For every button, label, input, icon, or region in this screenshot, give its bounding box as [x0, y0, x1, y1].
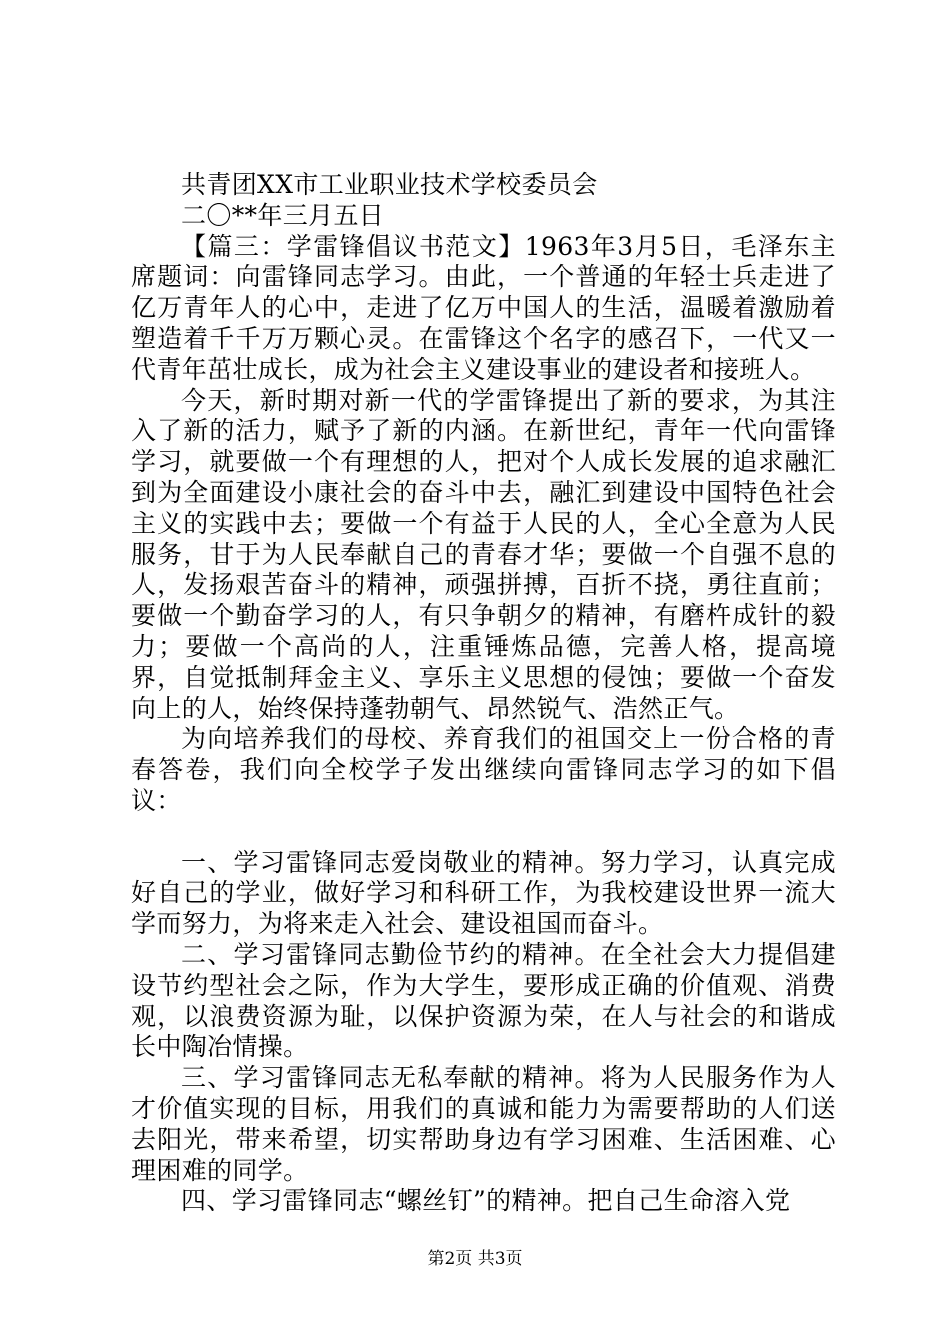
paragraph-new-era: 今天，新时期对新一代的学雷锋提出了新的要求，为其注入了新的活力，赋予了新的内涵。在新世纪，青年一代向雷锋学习，就要做一个有理想的人，把对个人成长发展的追求融汇到为全面建设小康社会的奋斗中去，融汇到建设中国特色社会主义的实践中去；要做一个有益于人民的人，全心全意为人民服务，甘于为人民奉献自己的青春才华；要做一个自强不息的人，发扬艰苦奋斗的精神，顽强拼搏，百折不挠，勇往直前；要做一个勤奋学习的人，有只争朝夕的精神，有磨杵成针的毅力；要做一个高尚的人，注重锤炼品德，完善人格，提高境界，自觉抵制拜金主义、享乐主义思想的侵蚀；要做一个奋发向上的人，始终保持蓬勃朝气、昂然锐气、浩然正气。 [131, 385, 836, 723]
paragraph-proposal-lead: 为向培养我们的母校、养育我们的祖国交上一份合格的青春答卷，我们向全校学子发出继续向雷锋同志学习的如下倡议： [131, 724, 836, 815]
signature-date: 二〇**年三月五日 [181, 200, 385, 230]
document-body [131, 170, 836, 1217]
signature-organization: 共青团XX市工业职业技术学校委员会 [181, 170, 598, 199]
proposal-item-4: 四、学习雷锋同志“螺丝钉”的精神。把自己生命溶入党 [181, 1186, 791, 1216]
proposal-item-1: 一、学习雷锋同志爱岗敬业的精神。努力学习，认真完成好自己的学业，做好学习和科研工作，为我校建设世界一流大学而努力，为将来走入社会、建设祖国而奋斗。 [131, 847, 836, 939]
paragraph-intro: 【篇三：学雷锋倡议书范文】1963年3月5日，毛泽东主席题词：向雷锋同志学习。由此，一个普通的年轻士兵走进了亿万青年人的心中，走进了亿万中国人的生活，温暖着激励着塑造着千千万万颗心灵。在雷锋这个名字的感召下，一代又一代青年茁壮成长，成为社会主义建设事业的建设者和接班人。 [131, 231, 836, 384]
proposal-item-2: 二、学习雷锋同志勤俭节约的精神。在全社会大力提倡建设节约型社会之际，作为大学生，要形成正确的价值观、消费观，以浪费资源为耻，以保护资源为荣，在人与社会的和谐成长中陶冶情操。 [131, 939, 836, 1062]
blank-line [131, 817, 836, 848]
page-number-footer: 第2页 共3页 [427, 1249, 523, 1269]
proposal-item-3: 三、学习雷锋同志无私奉献的精神。将为人民服务作为人才价值实现的目标，用我们的真诚和能力为需要帮助的人们送去阳光，带来希望，切实帮助身边有学习困难、生活困难、心理困难的同学。 [131, 1063, 836, 1185]
